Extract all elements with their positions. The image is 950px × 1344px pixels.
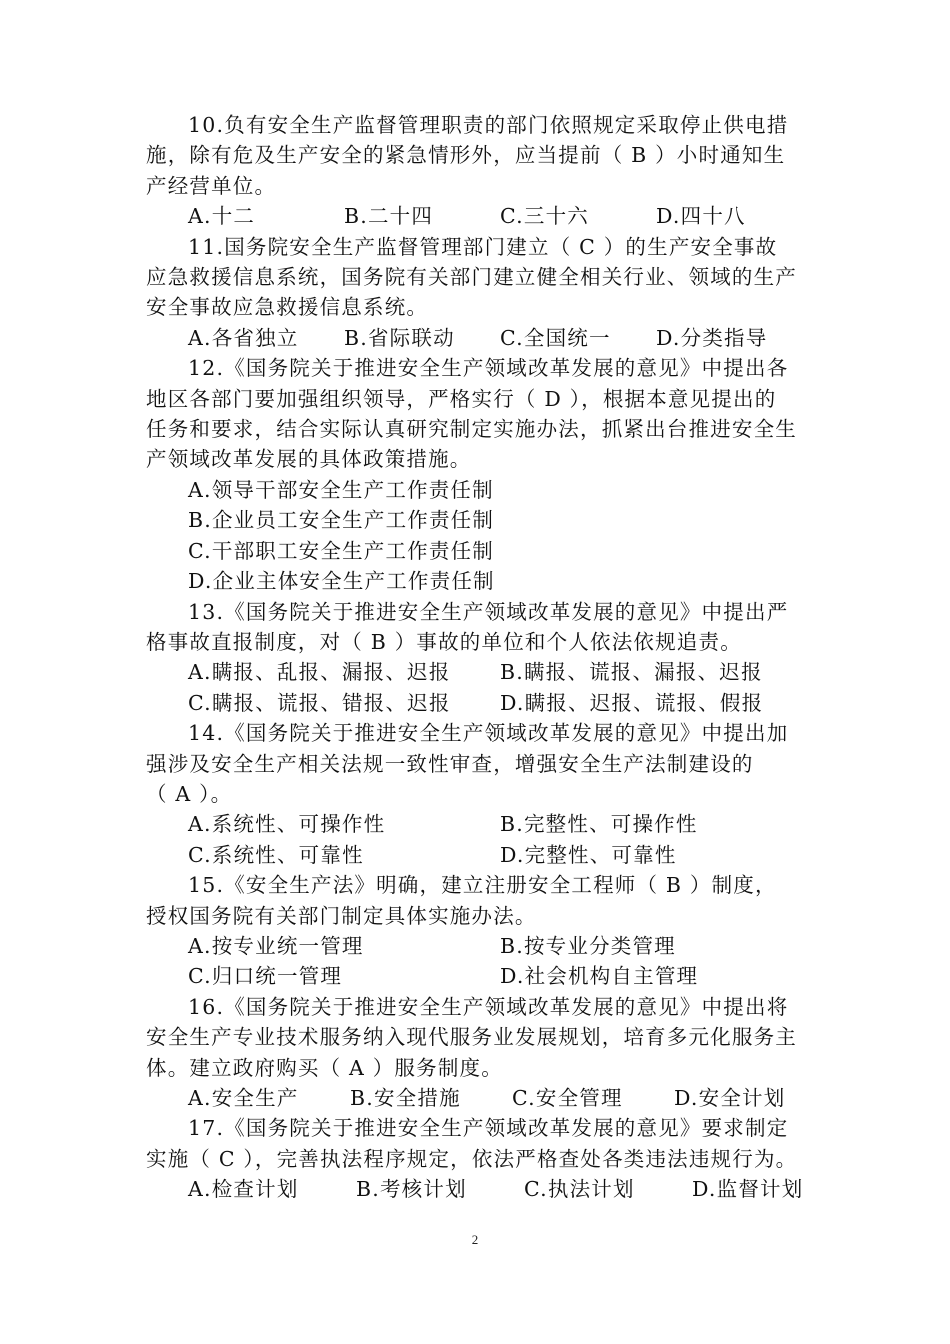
question-text-line: 格事故直报制度，对（ B ）事故的单位和个人依法依规追责。 bbox=[146, 629, 742, 654]
question-11 bbox=[146, 232, 816, 323]
option-a: A.瞒报、乱报、漏报、迟报 bbox=[188, 660, 451, 685]
question-list bbox=[146, 110, 816, 1205]
option-d: D.企业主体安全生产工作责任制 bbox=[188, 569, 495, 594]
options-row bbox=[146, 323, 816, 353]
option-b: B.省际联动 bbox=[344, 325, 455, 350]
option-b: B.企业员工安全生产工作责任制 bbox=[188, 508, 495, 533]
option-b: B.瞒报、谎报、漏报、迟报 bbox=[500, 660, 763, 685]
question-15 bbox=[146, 870, 816, 931]
option-b: B.按专业分类管理 bbox=[500, 933, 676, 958]
option-b: B.考核计划 bbox=[356, 1177, 467, 1202]
options-row bbox=[146, 931, 816, 961]
question-12 bbox=[146, 353, 816, 475]
options-row bbox=[146, 688, 816, 718]
option-d: D.瞒报、迟报、谎报、假报 bbox=[500, 690, 764, 715]
option-a: A.十二 bbox=[188, 204, 256, 229]
option-c: C.干部职工安全生产工作责任制 bbox=[188, 538, 494, 563]
option-a: A.安全生产 bbox=[188, 1086, 299, 1110]
option-c: C.安全管理 bbox=[512, 1086, 623, 1110]
page-number: 2 bbox=[471, 1232, 479, 1247]
option-d: D.监督计划 bbox=[692, 1177, 804, 1202]
option-a: A.检查计划 bbox=[188, 1177, 299, 1202]
option-d: D.四十八 bbox=[656, 204, 746, 229]
question-text-line: 16.《国务院关于推进安全生产领域改革发展的意见》中提出将 bbox=[188, 994, 789, 1019]
option-d: D.社会机构自主管理 bbox=[500, 964, 699, 989]
question-13 bbox=[146, 597, 816, 658]
question-text-line: 任务和要求，结合实际认真研究制定实施办法，抓紧出台推进安全生 bbox=[146, 417, 797, 442]
option-d: D.安全计划 bbox=[674, 1086, 786, 1110]
option-c: C.三十六 bbox=[500, 204, 589, 229]
option-b: B.二十四 bbox=[344, 204, 434, 229]
question-text-line: 强涉及安全生产相关法规一致性审查，增强安全生产法制建设的 bbox=[146, 751, 754, 776]
options-row bbox=[146, 1174, 816, 1204]
question-text-line: 13.《国务院关于推进安全生产领域改革发展的意见》中提出严 bbox=[188, 599, 789, 624]
options-row bbox=[146, 961, 816, 991]
options-row bbox=[146, 657, 816, 687]
question-16 bbox=[146, 992, 816, 1083]
option-b: B.安全措施 bbox=[350, 1086, 461, 1110]
question-10 bbox=[146, 110, 816, 201]
question-text-line: 14.《国务院关于推进安全生产领域改革发展的意见》中提出加 bbox=[188, 721, 789, 746]
question-text-line: 安全生产专业技术服务纳入现代服务业发展规划，培育多元化服务主 bbox=[146, 1025, 797, 1050]
option-c: C.瞒报、谎报、错报、迟报 bbox=[188, 690, 451, 715]
option-c: C.归口统一管理 bbox=[188, 964, 343, 989]
option-a: A.领导干部安全生产工作责任制 bbox=[188, 477, 494, 502]
question-text-line: 17.《国务院关于推进安全生产领域改革发展的意见》要求制定 bbox=[188, 1116, 789, 1141]
question-text-line: 应急救援信息系统，国务院有关部门建立健全相关行业、领域的生产 bbox=[146, 265, 797, 290]
options-row bbox=[146, 809, 816, 839]
option-a: A.系统性、可操作性 bbox=[188, 812, 386, 837]
question-text-line: 11.国务院安全生产监督管理部门建立（ C ）的生产安全事故 bbox=[188, 234, 778, 259]
options-row bbox=[146, 201, 816, 231]
question-text-line: 12.《国务院关于推进安全生产领域改革发展的意见》中提出各 bbox=[188, 356, 789, 381]
option-b: B.完整性、可操作性 bbox=[500, 812, 698, 837]
question-text-line: 15.《安全生产法》明确，建立注册安全工程师（ B ）制度， bbox=[188, 873, 777, 898]
option-a: A.按专业统一管理 bbox=[188, 933, 364, 958]
options-row bbox=[146, 840, 816, 870]
option-c: C.执法计划 bbox=[524, 1177, 635, 1202]
options-row bbox=[146, 1083, 816, 1113]
option-d: D.分类指导 bbox=[656, 325, 768, 350]
question-text-line: 地区各部门要加强组织领导，严格实行（ D ），根据本意见提出的 bbox=[146, 386, 777, 411]
question-text-line: 授权国务院有关部门制定具体实施办法。 bbox=[146, 903, 537, 928]
question-text-line: （ A ）。 bbox=[146, 781, 233, 806]
option-c: C.全国统一 bbox=[500, 325, 611, 350]
question-text-line: 产领域改革发展的具体政策措施。 bbox=[146, 447, 472, 472]
question-14 bbox=[146, 718, 816, 809]
option-c: C.系统性、可靠性 bbox=[188, 842, 364, 867]
question-text-line: 安全事故应急救援信息系统。 bbox=[146, 295, 429, 320]
question-text-line: 施，除有危及生产安全的紧急情形外，应当提前（ B ）小时通知生 bbox=[146, 143, 786, 168]
question-text-line: 产经营单位。 bbox=[146, 173, 277, 198]
option-a: A.各省独立 bbox=[188, 325, 299, 350]
question-text-line: 实施（ C ），完善执法程序规定，依法严格查处各类违法违规行为。 bbox=[146, 1146, 798, 1171]
question-text-line: 体。建立政府购买（ A ）服务制度。 bbox=[146, 1055, 503, 1080]
question-17 bbox=[146, 1113, 816, 1174]
question-text-line: 10.负有安全生产监督管理职责的部门依照规定采取停止供电措 bbox=[188, 113, 789, 137]
option-d: D.完整性、可靠性 bbox=[500, 842, 677, 867]
